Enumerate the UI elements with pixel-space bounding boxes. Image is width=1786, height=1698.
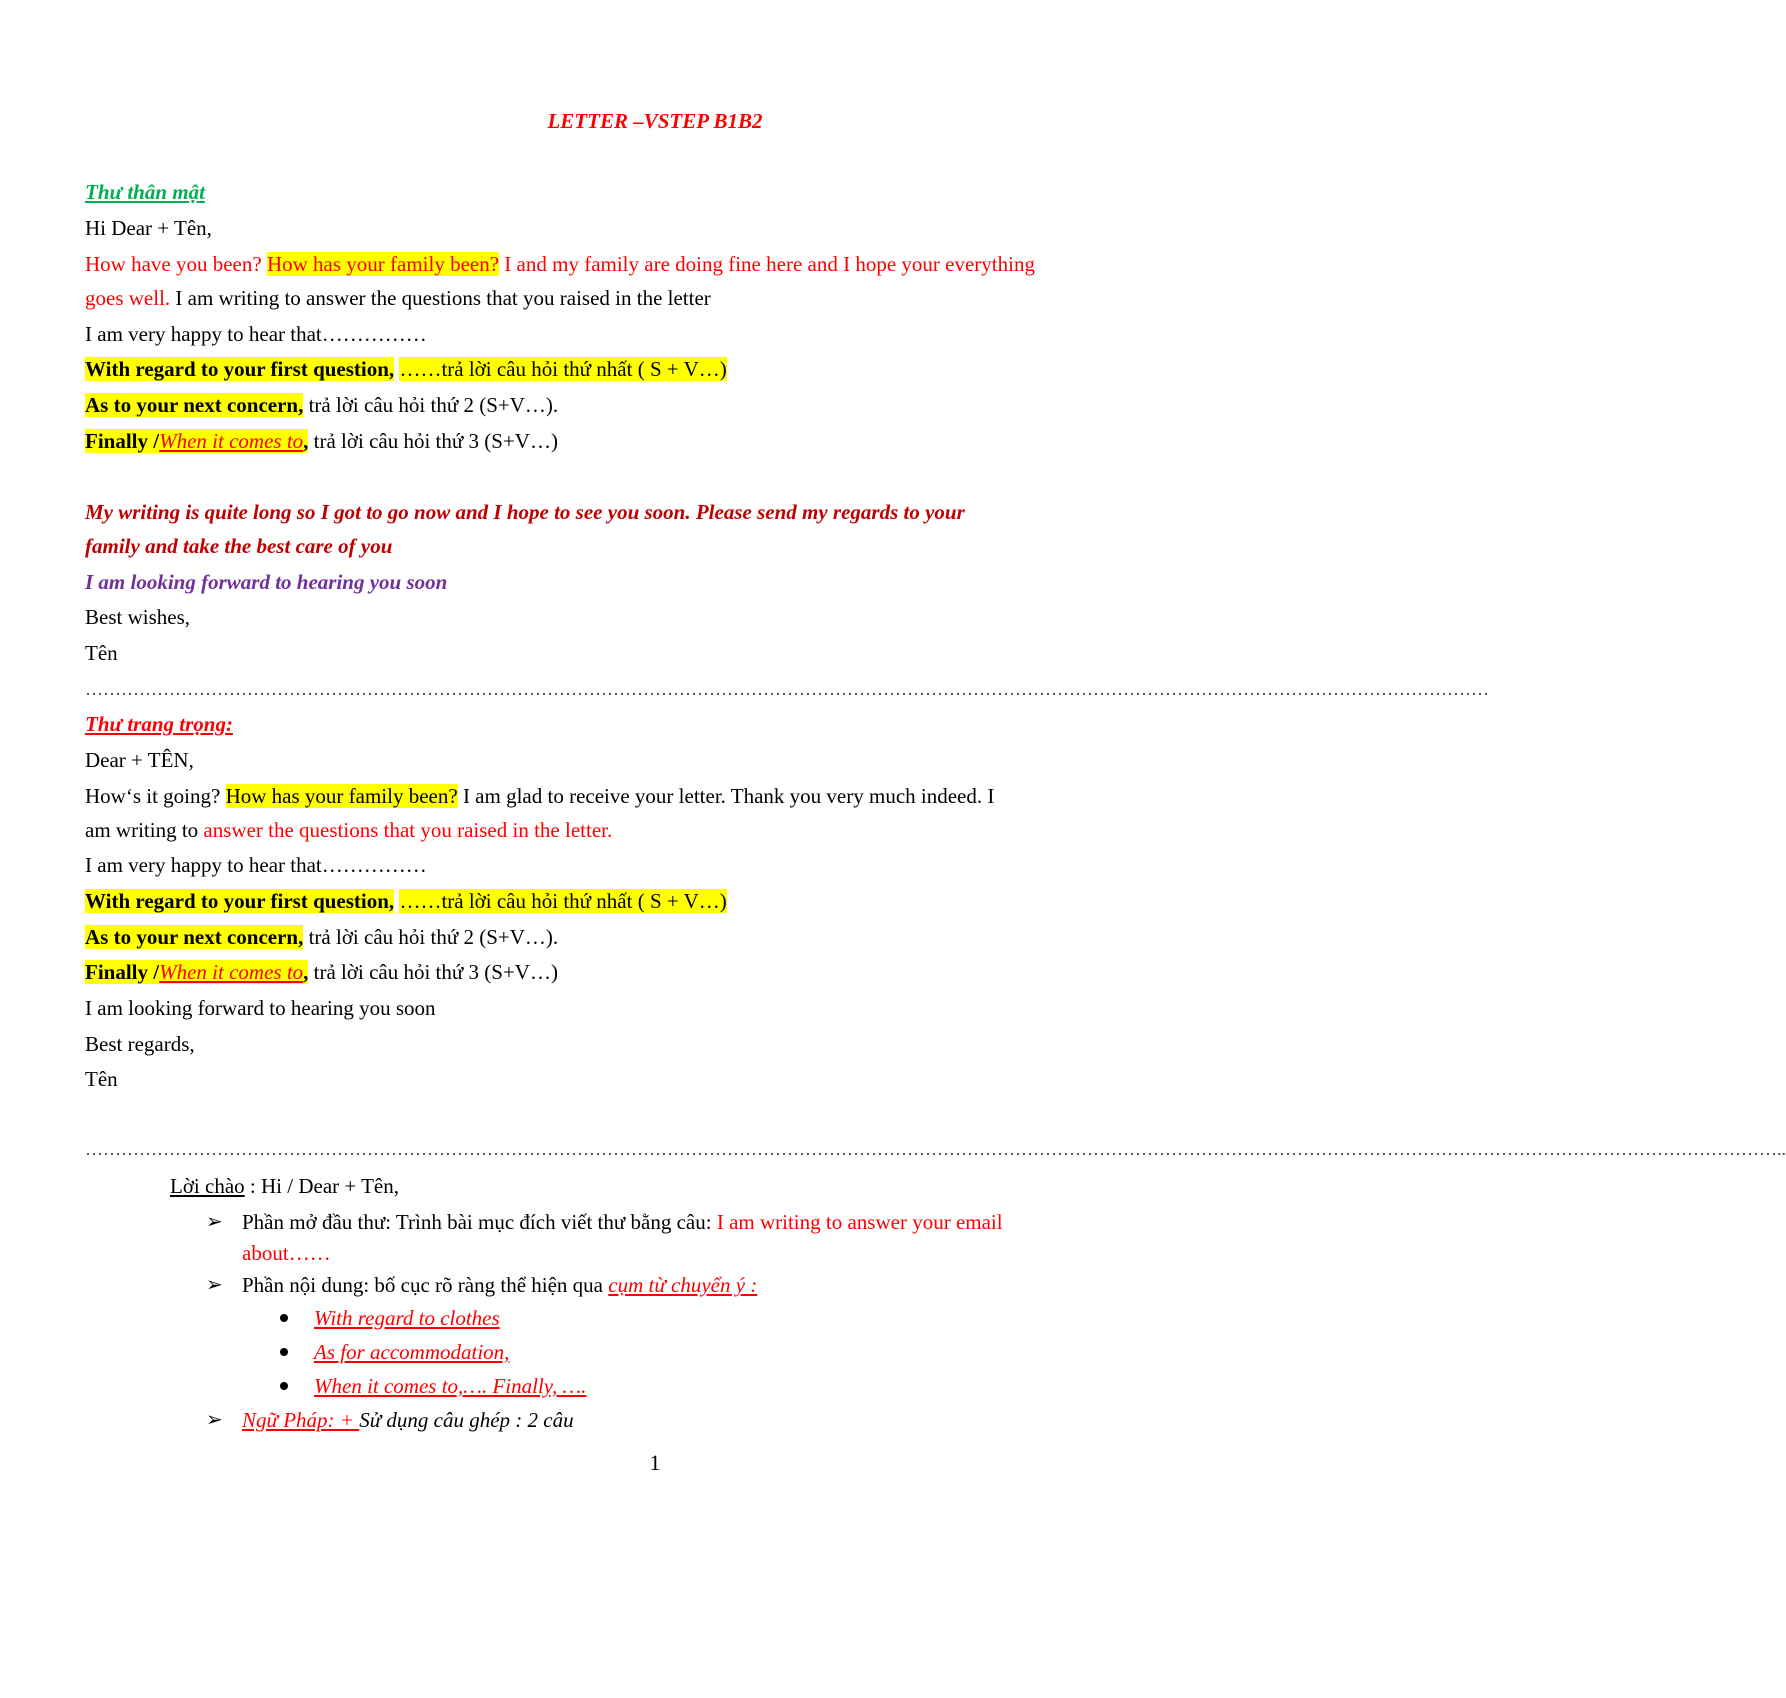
- intro-note-line-1: [242, 1208, 1003, 1236]
- formal-question-2: [85, 923, 558, 951]
- greeting-note-label: Lời chào: [170, 1174, 245, 1198]
- formal-greeting: Dear + TÊN,: [85, 748, 194, 772]
- question-2-text: trả lời câu hỏi thứ 2 (S+V…).: [308, 925, 559, 949]
- bullet-icon: [280, 1348, 288, 1356]
- body-note-highlight: cụm từ chuyển ý :: [608, 1273, 758, 1297]
- formal-looking-forward: I am looking forward to hearing you soon: [85, 996, 436, 1020]
- question-3-link: When it comes to: [159, 960, 304, 984]
- body-note: [242, 1271, 757, 1299]
- transition-item: As for accommodation,: [314, 1340, 510, 1364]
- informal-looking-forward: I am looking forward to hearing you soon: [85, 570, 448, 594]
- bullet-icon: [280, 1314, 288, 1322]
- question-2-text: trả lời câu hỏi thứ 2 (S+V…).: [308, 393, 559, 417]
- informal-happy-line: I am very happy to hear that……………: [85, 322, 427, 346]
- separator-2: …………………………………………………………………………………………………………………………………………………………………………………………………………………………………………………………..: [85, 1139, 1786, 1159]
- greeting-note-text: : Hi / Dear + Tên,: [244, 1174, 400, 1198]
- informal-greeting: Hi Dear + Tên,: [85, 216, 212, 240]
- question-1-text: ……trả lời câu hỏi thứ nhất ( S + V…): [399, 357, 727, 381]
- grammar-note-text: Sử dụng câu ghép : 2 câu: [359, 1408, 574, 1432]
- opening-purpose: I am writing to answer the questions that you raised in the letter: [175, 286, 711, 310]
- transition-item: With regard to clothes: [314, 1306, 500, 1330]
- informal-question-1: [85, 355, 727, 383]
- document-title: LETTER –VSTEP B1B2: [547, 109, 763, 133]
- informal-question-2: [85, 391, 558, 419]
- formal-opening-line-1: [85, 782, 994, 810]
- family-question: How has your family been?: [225, 784, 458, 808]
- informal-signature: Tên: [85, 641, 118, 665]
- intro-note-example: I am writing to answer your email: [716, 1210, 1003, 1234]
- grammar-note: [242, 1406, 574, 1434]
- question-3-label: Finally /: [85, 429, 160, 453]
- informal-best-wishes: Best wishes,: [85, 605, 190, 629]
- grammar-note-label: Ngữ Pháp: +: [242, 1408, 360, 1432]
- opening-question: How‘s it going?: [85, 784, 221, 808]
- transition-item: When it comes to,…. Finally, ….: [314, 1374, 587, 1398]
- bullet-icon: [280, 1382, 288, 1390]
- informal-closing-line-2: family and take the best care of you: [85, 534, 393, 558]
- opening-thanks: I am glad to receive your letter. Thank you very much indeed. I: [462, 784, 995, 808]
- question-3-link: When it comes to: [159, 429, 304, 453]
- arrow-bullet-icon: ➢: [206, 1409, 223, 1431]
- arrow-bullet-icon: ➢: [206, 1274, 223, 1296]
- question-3-text: trả lời câu hỏi thứ 3 (S+V…): [313, 429, 558, 453]
- question-3-comma: ,: [303, 960, 309, 984]
- formal-happy-line: I am very happy to hear that……………: [85, 853, 427, 877]
- question-2-label: As to your next concern,: [85, 393, 304, 417]
- formal-best-regards: Best regards,: [85, 1032, 195, 1056]
- page-number: 1: [649, 1450, 661, 1475]
- question-1-label: With regard to your first question,: [85, 889, 395, 913]
- intro-note-line-2: about……: [242, 1241, 331, 1265]
- opening-wish: I and my family are doing fine here and I hope your everything: [504, 252, 1035, 276]
- question-3-label: Finally /: [85, 960, 160, 984]
- greeting-note: [170, 1172, 399, 1200]
- question-3-comma: ,: [303, 429, 309, 453]
- question-1-label: With regard to your first question,: [85, 357, 395, 381]
- opening-purpose: am writing to: [85, 818, 199, 842]
- opening-question: How have you been?: [85, 252, 262, 276]
- informal-opening-line-1: [85, 250, 1035, 278]
- question-3-text: trả lời câu hỏi thứ 3 (S+V…): [313, 960, 558, 984]
- family-question: How has your family been?: [266, 252, 500, 276]
- separator-1: ………………………………………………………………………………………………………………………………………………………………………………………………………………: [85, 679, 1489, 699]
- formal-question-1: [85, 887, 727, 915]
- formal-opening-line-2: [85, 816, 612, 844]
- informal-heading: Thư thân mật: [85, 180, 205, 204]
- arrow-bullet-icon: ➢: [206, 1211, 223, 1233]
- question-2-label: As to your next concern,: [85, 925, 304, 949]
- question-1-text: ……trả lời câu hỏi thứ nhất ( S + V…): [399, 889, 727, 913]
- body-note-text: Phần nội dung: bố cục rõ ràng thể hiện qua: [242, 1273, 603, 1297]
- formal-question-3: [85, 958, 558, 986]
- formal-signature: Tên: [85, 1067, 118, 1091]
- informal-question-3: [85, 427, 558, 455]
- opening-wish-end: goes well.: [85, 286, 171, 310]
- informal-opening-line-2: [85, 284, 711, 312]
- informal-closing-line-1: My writing is quite long so I got to go now and I hope to see you soon. Please send my regards to your: [85, 500, 965, 524]
- intro-note-text: Phần mở đầu thư: Trình bài mục đích viết thư bằng câu:: [242, 1210, 712, 1234]
- formal-heading: Thư trang trọng:: [85, 712, 233, 736]
- opening-purpose-red: answer the questions that you raised in the letter.: [203, 818, 613, 842]
